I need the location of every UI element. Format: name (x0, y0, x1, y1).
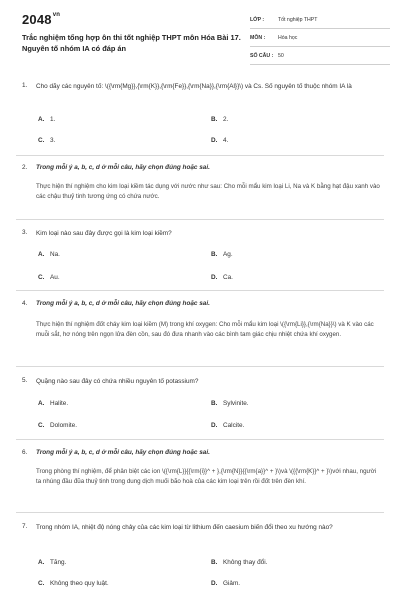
option-text: 1. (50, 116, 56, 123)
option-text: Tăng. (50, 559, 67, 566)
question-instruction: Trong mỗi ý a, b, c, d ở mỗi câu, hãy chọn đúng hoặc sai. (36, 164, 210, 171)
option-d[interactable] (211, 137, 228, 144)
option-text: Dolomite. (50, 422, 77, 429)
option-b[interactable] (211, 116, 228, 123)
divider (16, 155, 384, 156)
brand-suffix: vn (52, 12, 61, 18)
question-number: 7. (22, 523, 28, 530)
option-text: Calcite. (223, 422, 245, 429)
option-letter: D. (211, 422, 218, 429)
option-text: Ag. (223, 251, 233, 258)
option-c[interactable] (38, 580, 109, 587)
option-a[interactable] (38, 251, 60, 258)
question-number: 5. (22, 377, 28, 384)
info-value: 50 (278, 53, 284, 59)
option-letter: C. (38, 137, 45, 144)
option-letter: C. (38, 274, 45, 281)
divider (16, 512, 384, 513)
exam-info-panel (250, 13, 390, 67)
option-text: Au. (50, 274, 60, 281)
option-letter: B. (211, 116, 218, 123)
option-letter: D. (211, 137, 218, 144)
option-letter: B. (211, 559, 218, 566)
question-text: Kim loại nào sau đây được gọi là kim loại kiềm? (36, 230, 172, 237)
option-text: Không theo quy luật. (50, 580, 109, 587)
page-title: Trắc nghiệm tổng hợp ôn thi tốt nghiệp THPT môn Hóa Bài 17. Nguyên tố nhóm IA có đáp án (22, 33, 241, 53)
question-number: 4. (22, 300, 28, 307)
question-text: Trong nhóm IA, nhiệt độ nóng chảy của các kim loại từ lithium đến caesium biến đổi theo xu hướng nào? (36, 524, 333, 531)
option-c[interactable] (38, 274, 60, 281)
info-row-socau (250, 49, 390, 65)
question-text: Cho dãy các nguyên tố: \({\rm{Mg}},{\rm{K}},{\rm{Fe}},{\rm{Na}},{\rm{Al}}\) và Cs. Số nguyên tố thuộc nhóm IA là (36, 83, 352, 90)
option-text: 3. (50, 137, 56, 144)
option-d[interactable] (211, 274, 233, 281)
info-row-lop (250, 13, 390, 29)
option-text: 2. (223, 116, 229, 123)
option-a[interactable] (38, 559, 66, 566)
option-text: Halite. (50, 400, 69, 407)
option-text: Giảm. (223, 580, 241, 587)
option-a[interactable] (38, 116, 55, 123)
option-letter: D. (211, 274, 218, 281)
option-letter: D. (211, 580, 218, 587)
question-passage: Trong phòng thí nghiệm, để phân biệt các ion \({\rm{L}}{{\rm{i}}^ + },{\rm{N}}{{\rm{a}}^ + }\)và \({{\rm{K}}^ + }\)với nhau, người ta nhúng đầu đũa thuỷ tinh trong dung dịch muối bão hoà của các kim loại trên rồi đốt trên đèn khí. (36, 468, 377, 485)
option-text: Na. (50, 251, 60, 258)
option-text: Không thay đổi. (223, 559, 268, 566)
option-b[interactable] (211, 400, 249, 407)
info-label: LỚP : (250, 17, 265, 23)
page-header (22, 12, 382, 62)
option-text: Ca. (223, 274, 233, 281)
divider (16, 290, 384, 291)
question-number: 6. (22, 449, 28, 456)
info-label: SỐ CÂU : (250, 53, 274, 59)
option-letter: C. (38, 422, 45, 429)
option-text: 4. (223, 137, 229, 144)
question-instruction: Trong mỗi ý a, b, c, d ở mỗi câu, hãy chọn đúng hoặc sai. (36, 300, 210, 307)
question-number: 1. (22, 82, 28, 89)
option-d[interactable] (211, 422, 244, 429)
brand-name: 2048 (22, 12, 52, 27)
option-c[interactable] (38, 137, 55, 144)
info-value: Hóa học (278, 35, 298, 41)
divider (16, 219, 384, 220)
divider (16, 439, 384, 440)
info-row-mon (250, 31, 390, 47)
option-letter: C. (38, 580, 45, 587)
option-letter: A. (38, 116, 45, 123)
option-b[interactable] (211, 559, 267, 566)
option-a[interactable] (38, 400, 68, 407)
question-number: 2. (22, 164, 28, 171)
option-c[interactable] (38, 422, 77, 429)
option-letter: A. (38, 400, 45, 407)
question-text: Quặng nào sau đây có chứa nhiều nguyên tố potassium? (36, 378, 199, 385)
option-b[interactable] (211, 251, 233, 258)
info-value: Tốt nghiệp THPT (278, 17, 318, 23)
option-letter: A. (38, 251, 45, 258)
divider (16, 366, 384, 367)
option-letter: B. (211, 251, 218, 258)
question-passage: Thực hiện thí nghiệm cho kim loại kiềm tác dụng với nước như sau: Cho mỗi mẩu kim loại Li, Na và K bằng hạt đậu xanh vào các chậu thuỷ tinh tương ứng có chứa nước. (36, 183, 380, 200)
question-instruction: Trong mỗi ý a, b, c, d ở mỗi câu, hãy chọn đúng hoặc sai. (36, 449, 210, 456)
site-logo[interactable] (22, 12, 60, 27)
option-letter: B. (211, 400, 218, 407)
option-d[interactable] (211, 580, 240, 587)
option-letter: A. (38, 559, 45, 566)
info-label: MÔN : (250, 35, 266, 41)
question-passage: Thực hiện thí nghiệm đốt cháy kim loại kiềm (M) trong khí oxygen: Cho mỗi mẩu kim loại \({\rm{Li}},{\rm{Na}}\) và K vào các muỗi sắt, hơ nóng trên ngọn lửa đèn cồn, sau đó đưa nhanh vào các bình tam giác chịu nhiệt chứa khí oxygen. (36, 321, 374, 338)
question-number: 3. (22, 229, 28, 236)
option-text: Sylvinite. (223, 400, 249, 407)
